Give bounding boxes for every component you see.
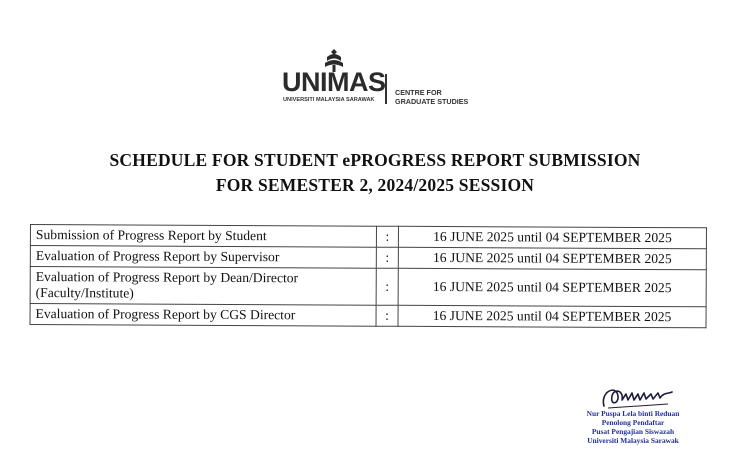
separator-cell: :: [376, 305, 398, 326]
activity-cell: Evaluation of Progress Report by CGS Director: [30, 304, 376, 327]
logo-university-name: UNIVERSITI MALAYSIA SARAWAK: [283, 97, 375, 103]
separator-cell: :: [376, 226, 398, 247]
period-cell: 16 JUNE 2025 until 04 SEPTEMBER 2025: [398, 247, 706, 270]
table-row: [30, 304, 706, 328]
document-title-line2: FOR SEMESTER 2, 2024/2025 SESSION: [215, 175, 535, 195]
logo-department-line1: CENTRE FOR: [395, 88, 442, 97]
document-title-line1: SCHEDULE FOR STUDENT ePROGRESS REPORT SUBMISSION: [109, 150, 641, 170]
period-cell: 16 JUNE 2025 until 04 SEPTEMBER 2025: [398, 226, 706, 249]
activity-cell: Evaluation of Progress Report by Supervisor: [30, 246, 376, 269]
signature-block: [568, 382, 698, 462]
table-row: [30, 267, 706, 307]
separator-cell: :: [376, 247, 398, 268]
period-cell: 16 JUNE 2025 until 04 SEPTEMBER 2025: [398, 305, 706, 328]
stamp-name: Nur Puspa Lela binti Reduan: [586, 409, 680, 418]
activity-cell: Evaluation of Progress Report by Dean/Director (Faculty/Institute): [30, 267, 376, 306]
separator-cell: :: [376, 268, 398, 305]
logo-wordmark: UNIMAS: [282, 67, 386, 97]
stamp-institution: Universiti Malaysia Sarawak: [587, 436, 679, 445]
logo-department-line2: GRADUATE STUDIES: [395, 97, 469, 106]
activity-cell: Submission of Progress Report by Student: [30, 225, 376, 248]
schedule-table: [30, 224, 707, 328]
stamp-unit: Pusat Pengajian Siswazah: [591, 427, 675, 436]
period-cell: 16 JUNE 2025 until 04 SEPTEMBER 2025: [398, 268, 706, 307]
unimas-cgs-logo: [282, 48, 482, 108]
stamp-position: Penolong Pendaftar: [601, 418, 665, 427]
official-stamp: [568, 409, 698, 445]
logo-divider: [385, 74, 387, 104]
handwritten-signature-icon: [598, 382, 678, 412]
logo-department: [395, 88, 468, 106]
